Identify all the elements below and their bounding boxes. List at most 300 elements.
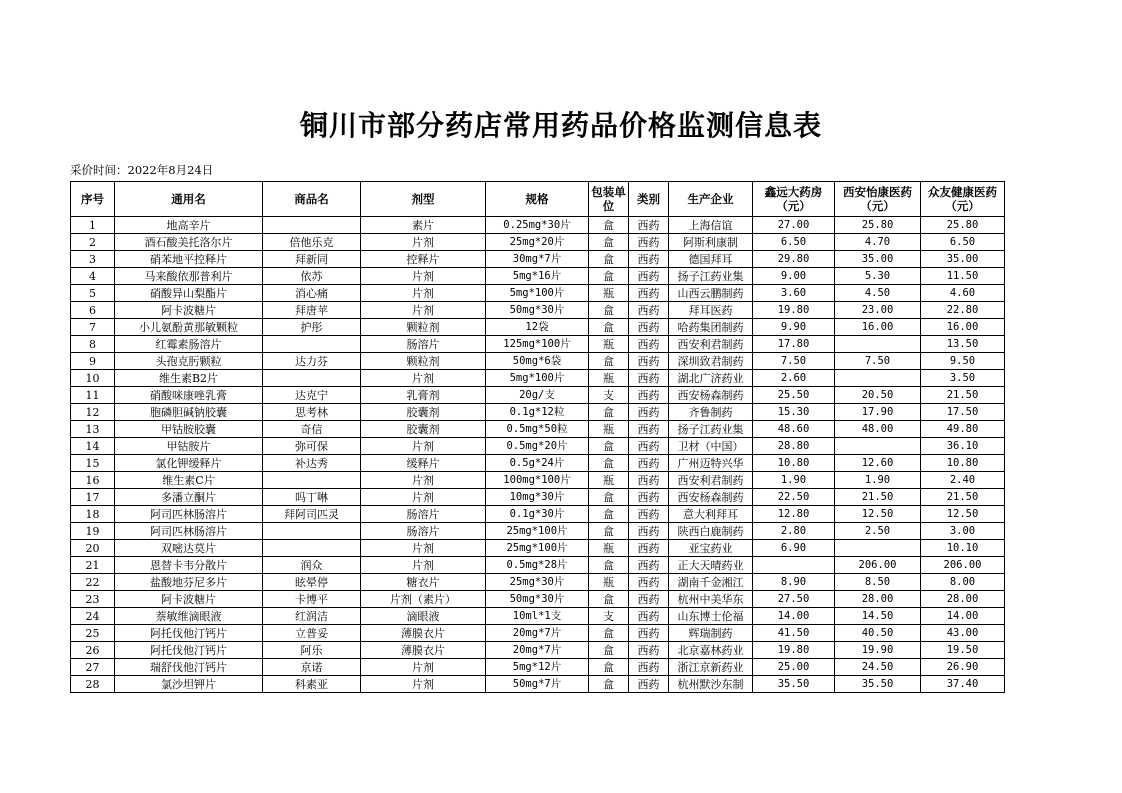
header-category: 类别 [629,182,669,217]
cell-generic-name: 马来酸依那普利片 [115,268,263,285]
cell-package-unit: 瓶 [589,370,629,387]
cell-manufacturer: 山东博士伦福 [669,608,753,625]
cell-generic-name: 恩替卡韦分散片 [115,557,263,574]
cell-price-yikang: 4.50 [835,285,921,302]
cell-generic-name: 多潘立酮片 [115,489,263,506]
cell-price-xinyuan: 25.50 [753,387,835,404]
cell-specification: 50mg*6袋 [486,353,589,370]
cell-price-yikang: 48.00 [835,421,921,438]
cell-brand-name: 吗丁啉 [263,489,361,506]
cell-brand-name [263,370,361,387]
cell-dosage-form: 素片 [361,217,486,234]
table-row [71,302,1005,319]
cell-generic-name: 氯化钾缓释片 [115,455,263,472]
cell-manufacturer: 北京嘉林药业 [669,642,753,659]
cell-category: 西药 [629,642,669,659]
cell-price-xinyuan: 19.80 [753,302,835,319]
cell-price-yikang: 28.00 [835,591,921,608]
cell-category: 西药 [629,574,669,591]
cell-generic-name: 盐酸地芬尼多片 [115,574,263,591]
cell-price-xinyuan: 35.50 [753,676,835,693]
cell-manufacturer: 扬子江药业集 [669,421,753,438]
table-row [71,404,1005,421]
cell-generic-name: 瑞舒伐他汀钙片 [115,659,263,676]
cell-manufacturer: 西安利君制药 [669,472,753,489]
cell-price-xinyuan: 25.00 [753,659,835,676]
cell-brand-name: 立普妥 [263,625,361,642]
cell-package-unit: 盒 [589,217,629,234]
cell-category: 西药 [629,217,669,234]
cell-price-zhongyou: 10.10 [921,540,1005,557]
cell-specification: 5mg*12片 [486,659,589,676]
cell-price-xinyuan: 7.50 [753,353,835,370]
cell-price-xinyuan: 2.60 [753,370,835,387]
cell-brand-name: 护彤 [263,319,361,336]
cell-dosage-form: 颗粒剂 [361,319,486,336]
cell-price-yikang: 24.50 [835,659,921,676]
cell-brand-name: 消心痛 [263,285,361,302]
cell-category: 西药 [629,387,669,404]
cell-price-zhongyou: 21.50 [921,489,1005,506]
cell-package-unit: 盒 [589,234,629,251]
cell-category: 西药 [629,404,669,421]
cell-category: 西药 [629,608,669,625]
header-manufacturer: 生产企业 [669,182,753,217]
cell-index: 16 [71,472,115,489]
cell-package-unit: 盒 [589,353,629,370]
cell-generic-name: 头孢克肟颗粒 [115,353,263,370]
cell-package-unit: 盒 [589,404,629,421]
cell-manufacturer: 深圳致君制药 [669,353,753,370]
cell-dosage-form: 薄膜衣片 [361,642,486,659]
cell-generic-name: 地高辛片 [115,217,263,234]
cell-dosage-form: 片剂 [361,489,486,506]
cell-price-yikang: 206.00 [835,557,921,574]
cell-brand-name: 眩晕停 [263,574,361,591]
cell-specification: 0.1g*30片 [486,506,589,523]
cell-price-zhongyou: 19.50 [921,642,1005,659]
cell-index: 4 [71,268,115,285]
cell-price-xinyuan: 41.50 [753,625,835,642]
cell-generic-name: 甲钴胺胶囊 [115,421,263,438]
cell-package-unit: 盒 [589,625,629,642]
cell-index: 3 [71,251,115,268]
cell-brand-name: 达力芬 [263,353,361,370]
price-table [70,181,1005,693]
cell-index: 20 [71,540,115,557]
header-index: 序号 [71,182,115,217]
cell-package-unit: 瓶 [589,285,629,302]
cell-package-unit: 瓶 [589,421,629,438]
cell-index: 27 [71,659,115,676]
cell-specification: 0.5mg*50粒 [486,421,589,438]
header-package-unit: 包装单位 [589,182,629,217]
cell-manufacturer: 扬子江药业集 [669,268,753,285]
cell-price-xinyuan: 14.00 [753,608,835,625]
cell-index: 26 [71,642,115,659]
cell-index: 13 [71,421,115,438]
cell-index: 10 [71,370,115,387]
table-row [71,557,1005,574]
cell-manufacturer: 德国拜耳 [669,251,753,268]
cell-price-yikang: 8.50 [835,574,921,591]
cell-manufacturer: 西安杨森制药 [669,489,753,506]
cell-price-xinyuan: 2.80 [753,523,835,540]
cell-dosage-form: 胶囊剂 [361,404,486,421]
cell-brand-name: 依苏 [263,268,361,285]
header-brand-name: 商品名 [263,182,361,217]
cell-manufacturer: 西安杨森制药 [669,387,753,404]
cell-price-yikang: 5.30 [835,268,921,285]
cell-dosage-form: 片剂 [361,676,486,693]
cell-price-xinyuan: 3.60 [753,285,835,302]
cell-brand-name: 补达秀 [263,455,361,472]
cell-manufacturer: 正大天晴药业 [669,557,753,574]
cell-price-yikang: 20.50 [835,387,921,404]
cell-package-unit: 盒 [589,251,629,268]
table-header-row [71,182,1005,217]
cell-dosage-form: 薄膜衣片 [361,625,486,642]
cell-index: 17 [71,489,115,506]
cell-dosage-form: 片剂 [361,234,486,251]
cell-category: 西药 [629,489,669,506]
cell-index: 6 [71,302,115,319]
cell-specification: 50mg*30片 [486,591,589,608]
cell-category: 西药 [629,268,669,285]
cell-price-zhongyou: 25.80 [921,217,1005,234]
cell-index: 7 [71,319,115,336]
header-price-xinyuan: 鑫远大药房（元） [753,182,835,217]
cell-package-unit: 瓶 [589,336,629,353]
cell-generic-name: 阿托伐他汀钙片 [115,642,263,659]
table-row [71,591,1005,608]
cell-specification: 0.1g*12粒 [486,404,589,421]
cell-price-zhongyou: 6.50 [921,234,1005,251]
cell-price-zhongyou: 22.80 [921,302,1005,319]
cell-specification: 0.25mg*30片 [486,217,589,234]
cell-brand-name: 科素亚 [263,676,361,693]
cell-generic-name: 酒石酸美托洛尔片 [115,234,263,251]
cell-brand-name: 阿乐 [263,642,361,659]
cell-price-yikang [835,540,921,557]
cell-index: 11 [71,387,115,404]
cell-price-yikang: 14.50 [835,608,921,625]
cell-brand-name: 思考林 [263,404,361,421]
cell-dosage-form: 肠溶片 [361,336,486,353]
cell-dosage-form: 片剂 [361,268,486,285]
cell-price-xinyuan: 9.90 [753,319,835,336]
cell-generic-name: 维生素C片 [115,472,263,489]
cell-price-yikang [835,370,921,387]
cell-price-xinyuan: 48.60 [753,421,835,438]
cell-price-yikang: 12.60 [835,455,921,472]
cell-package-unit: 盒 [589,489,629,506]
cell-dosage-form: 片剂 [361,540,486,557]
cell-dosage-form: 胶囊剂 [361,421,486,438]
cell-index: 9 [71,353,115,370]
cell-index: 23 [71,591,115,608]
cell-price-xinyuan: 15.30 [753,404,835,421]
cell-price-xinyuan: 17.80 [753,336,835,353]
cell-package-unit: 盒 [589,438,629,455]
cell-package-unit: 盒 [589,642,629,659]
cell-category: 西药 [629,540,669,557]
cell-price-zhongyou: 35.00 [921,251,1005,268]
cell-price-yikang: 35.00 [835,251,921,268]
cell-price-zhongyou: 3.50 [921,370,1005,387]
table-row [71,472,1005,489]
cell-price-zhongyou: 36.10 [921,438,1005,455]
table-row [71,268,1005,285]
cell-price-zhongyou: 2.40 [921,472,1005,489]
cell-brand-name: 弥可保 [263,438,361,455]
cell-price-yikang: 12.50 [835,506,921,523]
table-row [71,421,1005,438]
cell-price-zhongyou: 43.00 [921,625,1005,642]
cell-dosage-form: 片剂 [361,370,486,387]
cell-brand-name [263,472,361,489]
cell-package-unit: 盒 [589,319,629,336]
cell-package-unit: 盒 [589,302,629,319]
cell-manufacturer: 阿斯利康制 [669,234,753,251]
cell-dosage-form: 乳膏剂 [361,387,486,404]
cell-package-unit: 盒 [589,676,629,693]
cell-price-yikang: 1.90 [835,472,921,489]
cell-price-zhongyou: 28.00 [921,591,1005,608]
cell-generic-name: 阿托伐他汀钙片 [115,625,263,642]
table-row [71,574,1005,591]
table-row [71,234,1005,251]
cell-price-zhongyou: 4.60 [921,285,1005,302]
table-row [71,676,1005,693]
cell-specification: 20mg*7片 [486,625,589,642]
table-row [71,285,1005,302]
cell-package-unit: 支 [589,387,629,404]
cell-generic-name: 硝酸异山梨酯片 [115,285,263,302]
cell-specification: 50mg*7片 [486,676,589,693]
cell-generic-name: 阿司匹林肠溶片 [115,523,263,540]
cell-index: 24 [71,608,115,625]
cell-dosage-form: 糖衣片 [361,574,486,591]
cell-category: 西药 [629,421,669,438]
cell-manufacturer: 上海信谊 [669,217,753,234]
cell-specification: 125mg*100片 [486,336,589,353]
cell-category: 西药 [629,676,669,693]
cell-dosage-form: 控释片 [361,251,486,268]
cell-manufacturer: 拜耳医药 [669,302,753,319]
table-row [71,370,1005,387]
cell-category: 西药 [629,319,669,336]
cell-specification: 25mg*100片 [486,540,589,557]
cell-package-unit: 盒 [589,557,629,574]
cell-specification: 0.5mg*28片 [486,557,589,574]
cell-price-zhongyou: 12.50 [921,506,1005,523]
cell-generic-name: 阿卡波糖片 [115,302,263,319]
cell-specification: 5mg*100片 [486,370,589,387]
cell-generic-name: 双嘧达莫片 [115,540,263,557]
cell-brand-name: 达克宁 [263,387,361,404]
cell-price-zhongyou: 21.50 [921,387,1005,404]
cell-package-unit: 瓶 [589,472,629,489]
cell-manufacturer: 辉瑞制药 [669,625,753,642]
cell-brand-name: 红润洁 [263,608,361,625]
header-price-zhongyou: 众友健康医药（元） [921,182,1005,217]
table-row [71,217,1005,234]
cell-brand-name [263,336,361,353]
cell-price-zhongyou: 16.00 [921,319,1005,336]
cell-price-yikang: 2.50 [835,523,921,540]
cell-dosage-form: 肠溶片 [361,523,486,540]
cell-manufacturer: 山西云鹏制药 [669,285,753,302]
cell-package-unit: 盒 [589,506,629,523]
cell-brand-name: 卡博平 [263,591,361,608]
cell-price-yikang: 35.50 [835,676,921,693]
page-title: 铜川市部分药店常用药品价格监测信息表 [299,109,822,142]
cell-specification: 10mg*30片 [486,489,589,506]
cell-generic-name: 甲钴胺片 [115,438,263,455]
cell-index: 2 [71,234,115,251]
cell-brand-name: 拜唐苹 [263,302,361,319]
cell-manufacturer: 湖北广济药业 [669,370,753,387]
cell-price-yikang: 7.50 [835,353,921,370]
cell-price-yikang: 19.90 [835,642,921,659]
cell-price-xinyuan: 27.00 [753,217,835,234]
cell-price-xinyuan: 9.00 [753,268,835,285]
cell-manufacturer: 亚宝药业 [669,540,753,557]
cell-category: 西药 [629,234,669,251]
cell-category: 西药 [629,472,669,489]
cell-dosage-form: 肠溶片 [361,506,486,523]
cell-category: 西药 [629,455,669,472]
cell-manufacturer: 广州迈特兴华 [669,455,753,472]
cell-price-zhongyou: 3.00 [921,523,1005,540]
cell-price-xinyuan: 29.80 [753,251,835,268]
cell-generic-name: 红霉素肠溶片 [115,336,263,353]
cell-price-zhongyou: 49.80 [921,421,1005,438]
cell-index: 12 [71,404,115,421]
cell-manufacturer: 陕西白鹿制药 [669,523,753,540]
cell-price-yikang [835,438,921,455]
cell-dosage-form: 片剂 [361,472,486,489]
cell-price-zhongyou: 11.50 [921,268,1005,285]
cell-index: 21 [71,557,115,574]
cell-category: 西药 [629,336,669,353]
cell-specification: 5mg*100片 [486,285,589,302]
table-row [71,353,1005,370]
cell-price-zhongyou: 26.90 [921,659,1005,676]
cell-price-xinyuan: 1.90 [753,472,835,489]
cell-generic-name: 阿卡波糖片 [115,591,263,608]
table-body [71,217,1005,693]
cell-dosage-form: 片剂 [361,438,486,455]
cell-specification: 20g/支 [486,387,589,404]
cell-specification: 30mg*7片 [486,251,589,268]
cell-index: 28 [71,676,115,693]
cell-category: 西药 [629,591,669,608]
cell-price-zhongyou: 206.00 [921,557,1005,574]
cell-specification: 0.5mg*20片 [486,438,589,455]
header-specification: 规格 [486,182,589,217]
cell-price-yikang: 23.00 [835,302,921,319]
cell-specification: 0.5g*24片 [486,455,589,472]
cell-dosage-form: 缓释片 [361,455,486,472]
cell-price-yikang: 17.90 [835,404,921,421]
cell-price-zhongyou: 37.40 [921,676,1005,693]
cell-manufacturer: 卫材（中国） [669,438,753,455]
cell-category: 西药 [629,506,669,523]
cell-generic-name: 小儿氨酚黄那敏颗粒 [115,319,263,336]
cell-manufacturer: 西安利君制药 [669,336,753,353]
table-row [71,336,1005,353]
cell-specification: 25mg*30片 [486,574,589,591]
cell-category: 西药 [629,370,669,387]
cell-price-xinyuan: 28.80 [753,438,835,455]
cell-brand-name: 奇信 [263,421,361,438]
cell-package-unit: 支 [589,608,629,625]
cell-generic-name: 阿司匹林肠溶片 [115,506,263,523]
cell-dosage-form: 片剂（素片） [361,591,486,608]
cell-index: 15 [71,455,115,472]
cell-dosage-form: 片剂 [361,659,486,676]
cell-category: 西药 [629,557,669,574]
cell-price-zhongyou: 14.00 [921,608,1005,625]
collection-date: 采价时间：2022年8月24日 [70,163,214,177]
cell-specification: 100mg*100片 [486,472,589,489]
table-row [71,319,1005,336]
cell-specification: 25mg*100片 [486,523,589,540]
cell-price-xinyuan: 6.90 [753,540,835,557]
cell-dosage-form: 颗粒剂 [361,353,486,370]
cell-price-xinyuan [753,557,835,574]
cell-category: 西药 [629,625,669,642]
cell-generic-name: 硝酸咪康唑乳膏 [115,387,263,404]
cell-price-xinyuan: 27.50 [753,591,835,608]
cell-package-unit: 盒 [589,455,629,472]
cell-price-yikang: 21.50 [835,489,921,506]
cell-brand-name: 拜新同 [263,251,361,268]
cell-category: 西药 [629,523,669,540]
table-row [71,506,1005,523]
cell-package-unit: 瓶 [589,540,629,557]
table-row [71,387,1005,404]
cell-price-zhongyou: 9.50 [921,353,1005,370]
cell-category: 西药 [629,302,669,319]
cell-price-zhongyou: 13.50 [921,336,1005,353]
cell-manufacturer: 齐鲁制药 [669,404,753,421]
cell-price-zhongyou: 17.50 [921,404,1005,421]
cell-price-xinyuan: 8.90 [753,574,835,591]
cell-dosage-form: 片剂 [361,557,486,574]
cell-price-yikang: 40.50 [835,625,921,642]
cell-manufacturer: 湖南千金湘江 [669,574,753,591]
cell-brand-name: 润众 [263,557,361,574]
cell-specification: 50mg*30片 [486,302,589,319]
header-generic-name: 通用名 [115,182,263,217]
table-row [71,438,1005,455]
cell-brand-name: 倍他乐克 [263,234,361,251]
cell-package-unit: 盒 [589,523,629,540]
cell-specification: 10ml*1支 [486,608,589,625]
cell-generic-name: 维生素B2片 [115,370,263,387]
cell-brand-name [263,523,361,540]
cell-index: 19 [71,523,115,540]
cell-generic-name: 胞磷胆碱钠胶囊 [115,404,263,421]
cell-brand-name [263,217,361,234]
cell-category: 西药 [629,251,669,268]
cell-manufacturer: 杭州中美华东 [669,591,753,608]
cell-package-unit: 盒 [589,268,629,285]
cell-price-yikang: 4.70 [835,234,921,251]
